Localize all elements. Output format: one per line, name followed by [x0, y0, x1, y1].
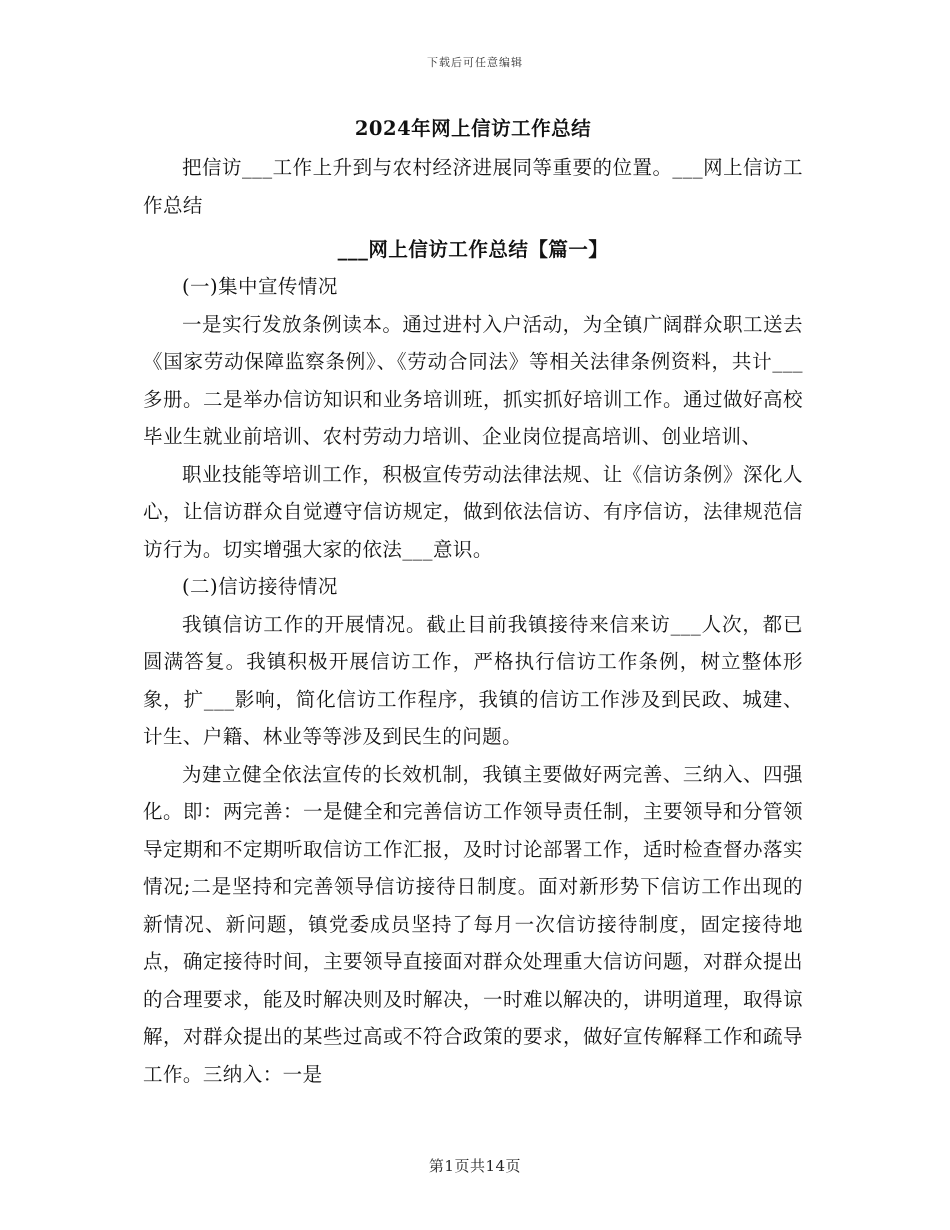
paragraph-1: 一是实行发放条例读本。通过进村入户活动，为全镇广阔群众职工送去《国家劳动保障监察条例》、《劳动合同法》等相关法律条例资料，共计___多册。二是举办信访知识和业务培训班，抓实抓好培训工作。通过做好高校毕业生就业前培训、农村劳动力培训、企业岗位提高培训、创业培训、	[143, 312, 803, 448]
paragraph-3: 我镇信访工作的开展情况。截止目前我镇接待来信来访___人次，都已圆满答复。我镇积极开展信访工作，严格执行信访工作条例，树立整体形象，扩___影响，简化信访工作程序，我镇的信访工作涉及到民政、城建、计生、户籍、林业等等涉及到民生的问题。	[143, 612, 803, 748]
paragraph-4: 为建立健全依法宣传的长效机制，我镇主要做好两完善、三纳入、四强化。即：两完善：一是健全和完善信访工作领导责任制，主要领导和分管领导定期和不定期听取信访工作汇报，及时讨论部署工作，适时检查督办落实情况;二是坚持和完善领导信访接待日制度。面对新形势下信访工作出现的新情况、新问题，镇党委成员坚持了每月一次信访接待制度，固定接待地点，确定接待时间，主要领导直接面对群众处理重大信访问题，对群众提出的合理要求，能及时解决则及时解决，一时难以解决的，讲明道理，取得谅解，对群众提出的某些过高或不符合政策的要求，做好宣传解释工作和疏导工作。三纳入：一是	[143, 762, 803, 1086]
section-title: ___网上信访工作总结【篇一】	[337, 238, 609, 261]
document-title: 2024年网上信访工作总结	[354, 117, 592, 140]
header-note: 下载后可任意编辑	[427, 56, 523, 69]
page-number: 第1页共14页	[428, 1157, 522, 1175]
paragraph-2: 职业技能等培训工作，积极宣传劳动法律法规、让《信访条例》深化人心，让信访群众自觉遵守信访规定，做到依法信访、有序信访，法律规范信访行为。切实增强大家的依法___意识。	[143, 462, 803, 561]
document-body	[143, 113, 803, 1093]
subheading-publicity: (一)集中宣传情况	[182, 275, 338, 298]
subheading-reception: (二)信访接待情况	[182, 575, 338, 598]
intro-paragraph: 把信访___工作上升到与农村经济进展同等重要的位置。___网上信访工作总结	[143, 156, 803, 217]
